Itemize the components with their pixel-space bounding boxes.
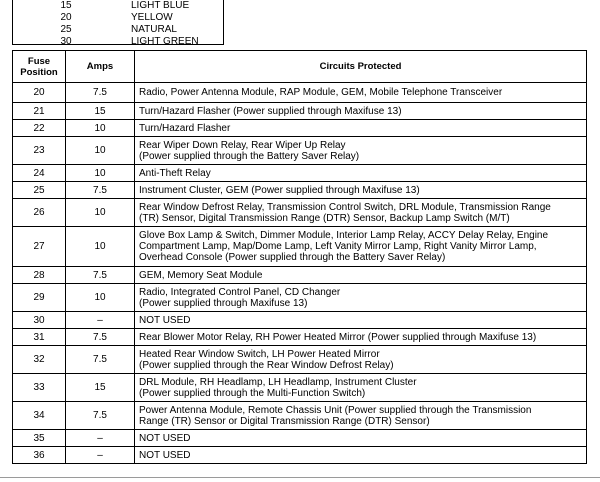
circuit-description-line: Glove Box Lamp & Switch, Dimmer Module, Interior Lamp Relay, ACCY Delay Relay, Engine <box>139 230 549 241</box>
circuit-description-line: NOT USED <box>139 449 191 461</box>
page-divider <box>0 477 600 478</box>
circuit-description-line: Power Antenna Module, Remote Chassis Unit (Power supplied through the Transmission <box>139 404 532 416</box>
circuits-protected-cell <box>135 83 587 103</box>
circuit-description-line: Radio, Power Antenna Module, RAP Module, GEM, Mobile Telephone Transceiver <box>139 87 503 98</box>
circuit-description-line: Compartment Lamp, Map/Dome Lamp, Left Vanity Mirror Lamp, Right Vanity Mirror Lamp, <box>139 241 537 252</box>
fuse-position-header-line2: Position <box>20 66 58 78</box>
amps-cell: 10 <box>66 120 135 137</box>
amps-cell: 15 <box>66 374 135 402</box>
amps-cell: 7.5 <box>66 402 135 430</box>
circuits-protected-cell <box>135 267 587 284</box>
amps-header: Amps <box>66 51 135 83</box>
circuits-protected-cell <box>135 103 587 120</box>
circuits-protected-cell <box>135 447 587 464</box>
circuit-description-line: Heated Rear Window Switch, LH Power Heated Mirror <box>139 348 380 360</box>
amps-cell: 7.5 <box>66 182 135 199</box>
fuse-position-cell: 30 <box>13 312 66 329</box>
circuit-description-line: Rear Window Defrost Relay, Transmission Control Switch, DRL Module, Transmission Range <box>139 201 551 213</box>
table-row <box>13 120 587 137</box>
table-row <box>13 329 587 346</box>
circuit-description-line: (Power supplied through Maxifuse 13) <box>139 297 308 309</box>
table-row <box>13 199 587 227</box>
fuse-assignment-table <box>12 50 587 464</box>
color-code-name: LIGHT GREEN <box>131 36 199 47</box>
circuits-protected-cell <box>135 199 587 227</box>
fuse-position-cell: 34 <box>13 402 66 430</box>
fuse-position-cell: 20 <box>13 83 66 103</box>
fuse-color-code-table <box>12 0 224 45</box>
amps-cell: 7.5 <box>66 346 135 374</box>
fuse-position-cell: 32 <box>13 346 66 374</box>
table-header-row <box>13 51 587 83</box>
circuit-description-line: (Power supplied through the Rear Window Defrost Relay) <box>139 359 394 371</box>
table-row <box>13 284 587 312</box>
amps-cell: 7.5 <box>66 267 135 284</box>
color-code-row <box>13 12 223 24</box>
amps-cell: 7.5 <box>66 329 135 346</box>
circuit-description-line: NOT USED <box>139 314 191 326</box>
fuse-position-header-line1: Fuse <box>27 55 51 67</box>
table-row <box>13 267 587 284</box>
fuse-position-cell: 31 <box>13 329 66 346</box>
fuse-position-cell: 24 <box>13 165 66 182</box>
circuits-protected-cell <box>135 182 587 199</box>
color-code-row <box>13 36 223 48</box>
fuse-position-cell: 22 <box>13 120 66 137</box>
color-code-row <box>13 24 223 36</box>
circuit-description-line: GEM, Memory Seat Module <box>139 269 263 281</box>
circuits-protected-cell <box>135 329 587 346</box>
table-row <box>13 447 587 464</box>
table-row <box>13 346 587 374</box>
amps-cell: 10 <box>66 284 135 312</box>
fuse-position-cell: 26 <box>13 199 66 227</box>
table-row <box>13 182 587 199</box>
circuit-description-line: Rear Blower Motor Relay, RH Power Heated Mirror (Power supplied through Maxifuse 13) <box>139 331 537 343</box>
fuse-position-header <box>13 51 66 83</box>
table-row <box>13 103 587 120</box>
table-row <box>13 137 587 165</box>
circuits-protected-cell <box>135 312 587 329</box>
fuse-position-cell: 29 <box>13 284 66 312</box>
circuit-description-line: (Power supplied through the Battery Saver Relay) <box>139 150 360 162</box>
circuits-protected-header: Circuits Protected <box>135 51 587 83</box>
circuit-description-line: Range (TR) Sensor or Digital Transmission Range (DTR) Sensor) <box>139 415 430 427</box>
circuit-description-line: Rear Wiper Down Relay, Rear Wiper Up Relay <box>139 139 346 151</box>
circuits-protected-cell <box>135 430 587 447</box>
circuit-description-line: Anti-Theft Relay <box>139 167 211 179</box>
circuits-protected-cell <box>135 137 587 165</box>
color-code-name: YELLOW <box>131 12 173 23</box>
table-row <box>13 312 587 329</box>
circuit-description-line: DRL Module, RH Headlamp, LH Headlamp, Instrument Cluster <box>139 376 417 388</box>
amps-cell: 10 <box>66 165 135 182</box>
circuit-description-line: (TR) Sensor, Digital Transmission Range (DTR) Sensor, Backup Lamp Switch (M/T) <box>139 212 510 224</box>
table-row <box>13 83 587 103</box>
color-code-name: LIGHT BLUE <box>131 0 190 11</box>
circuit-description-line: Radio, Integrated Control Panel, CD Changer <box>139 286 341 298</box>
amps-cell: – <box>66 312 135 329</box>
color-code-rating: 15 <box>60 0 72 11</box>
table-row <box>13 165 587 182</box>
circuits-protected-cell <box>135 165 587 182</box>
circuits-protected-cell <box>135 374 587 402</box>
fuse-position-cell: 21 <box>13 103 66 120</box>
table-row <box>13 374 587 402</box>
amps-cell: 10 <box>66 137 135 165</box>
fuse-position-cell: 25 <box>13 182 66 199</box>
color-code-row <box>13 0 223 12</box>
color-code-rating: 30 <box>60 36 72 47</box>
table-row <box>13 402 587 430</box>
amps-cell: 10 <box>66 227 135 267</box>
amps-cell: 10 <box>66 199 135 227</box>
circuits-protected-cell <box>135 346 587 374</box>
amps-cell: – <box>66 430 135 447</box>
circuit-description-line: Turn/Hazard Flasher (Power supplied through Maxifuse 13) <box>139 105 402 117</box>
circuits-protected-cell <box>135 227 587 267</box>
fuse-position-cell: 36 <box>13 447 66 464</box>
circuits-protected-cell <box>135 284 587 312</box>
circuit-description-line: Overhead Console (Power supplied through the Battery Saver Relay) <box>139 252 446 263</box>
amps-cell: 15 <box>66 103 135 120</box>
circuit-description-line: NOT USED <box>139 432 191 444</box>
fuse-position-cell: 35 <box>13 430 66 447</box>
circuit-description-line: Instrument Cluster, GEM (Power supplied through Maxifuse 13) <box>139 184 420 196</box>
amps-cell: – <box>66 447 135 464</box>
color-code-name: NATURAL <box>131 24 177 35</box>
table-row <box>13 430 587 447</box>
circuit-description-line: Turn/Hazard Flasher <box>139 122 231 134</box>
circuits-protected-cell <box>135 402 587 430</box>
circuit-description-line: (Power supplied through the Multi-Function Switch) <box>139 387 366 399</box>
color-code-rating: 25 <box>60 24 72 35</box>
fuse-position-cell: 28 <box>13 267 66 284</box>
fuse-position-cell: 23 <box>13 137 66 165</box>
table-row <box>13 227 587 267</box>
color-code-rating: 20 <box>60 12 72 23</box>
fuse-position-cell: 27 <box>13 227 66 267</box>
amps-cell: 7.5 <box>66 83 135 103</box>
circuits-protected-cell <box>135 120 587 137</box>
fuse-position-cell: 33 <box>13 374 66 402</box>
